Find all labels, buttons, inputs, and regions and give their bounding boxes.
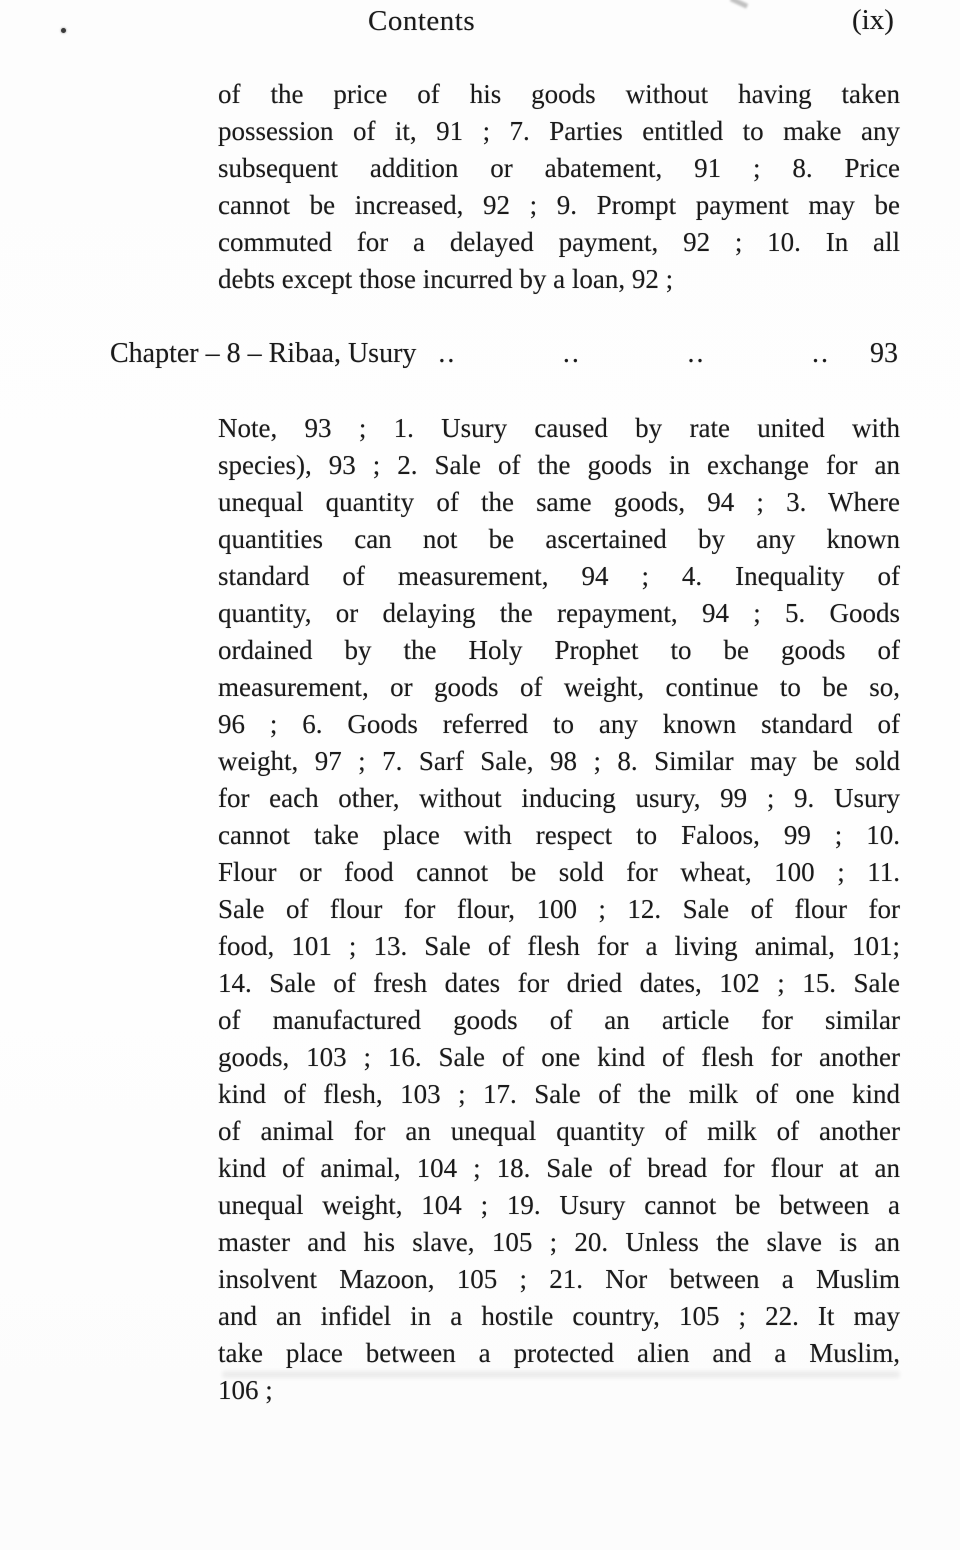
dot-leader-segment: .. bbox=[562, 338, 581, 369]
toc-text-line: take place between a protected alien and a Muslim, bbox=[218, 1338, 900, 1368]
toc-text-line: kind of animal, 104 ; 18. Sale of bread for flour at an bbox=[218, 1153, 900, 1183]
toc-text-line: unequal weight, 104 ; 19. Usury cannot be between a bbox=[218, 1190, 900, 1220]
scan-artifact bbox=[730, 0, 748, 9]
toc-text-line: quantity, or delaying the repayment, 94 ; 5. Goods bbox=[218, 598, 900, 628]
toc-chapter-paragraph bbox=[218, 410, 900, 1409]
toc-text-line: Note, 93 ; 1. Usury caused by rate united with bbox=[218, 413, 900, 443]
toc-text-line: of animal for an unequal quantity of milk of another bbox=[218, 1116, 900, 1146]
toc-text-line: 106 ; bbox=[218, 1375, 273, 1405]
toc-text-line: food, 101 ; 13. Sale of flesh for a living animal, 101; bbox=[218, 931, 900, 961]
toc-continuation-paragraph bbox=[218, 76, 900, 298]
toc-text-line: goods, 103 ; 16. Sale of one kind of flesh for another bbox=[218, 1042, 900, 1072]
toc-text-line: debts except those incurred by a loan, 92 ; bbox=[218, 264, 674, 294]
toc-text-line: cannot be increased, 92 ; 9. Prompt payment may be bbox=[218, 190, 900, 220]
dot-leader-segment: .. bbox=[811, 338, 830, 369]
toc-text-line: and an infidel in a hostile country, 105 ; 22. It may bbox=[218, 1301, 900, 1331]
toc-text-line: species), 93 ; 2. Sale of the goods in exchange for an bbox=[218, 450, 900, 480]
chapter-entry-label: Chapter – 8 – Ribaa, Usury bbox=[110, 338, 417, 369]
toc-text-line: of the price of his goods without having taken bbox=[218, 79, 900, 109]
toc-text-line: master and his slave, 105 ; 20. Unless the slave is an bbox=[218, 1227, 900, 1257]
toc-text-line: ordained by the Holy Prophet to be goods of bbox=[218, 635, 900, 665]
toc-text-line: commuted for a delayed payment, 92 ; 10. In all bbox=[218, 227, 900, 257]
toc-text-line: insolvent Mazoon, 105 ; 21. Nor between a Muslim bbox=[218, 1264, 900, 1294]
toc-text-line: cannot take place with respect to Faloos, 99 ; 10. bbox=[218, 820, 900, 850]
dot-leader bbox=[438, 334, 830, 374]
toc-text-line: unequal quantity of the same goods, 94 ; 3. Where bbox=[218, 487, 900, 517]
toc-chapter-entry bbox=[110, 334, 898, 374]
chapter-page-number: 93 bbox=[870, 338, 898, 369]
dot-leader-segment: .. bbox=[438, 338, 457, 369]
toc-text-line: weight, 97 ; 7. Sarf Sale, 98 ; 8. Similar may be sold bbox=[218, 746, 900, 776]
toc-text-line: possession of it, 91 ; 7. Parties entitled to make any bbox=[218, 116, 900, 146]
toc-text-line: kind of flesh, 103 ; 17. Sale of the milk of one kind bbox=[218, 1079, 900, 1109]
page-title: Contents bbox=[368, 5, 476, 37]
scan-artifact bbox=[222, 1371, 900, 1378]
toc-text-line: standard of measurement, 94 ; 4. Inequality of bbox=[218, 561, 900, 591]
toc-text-line: Flour or food cannot be sold for wheat, 100 ; 11. bbox=[218, 857, 900, 887]
folio-page-number: (ix) bbox=[852, 4, 894, 36]
dot-leader-segment: .. bbox=[687, 338, 706, 369]
toc-text-line: 96 ; 6. Goods referred to any known standard of bbox=[218, 709, 900, 739]
toc-text-line: for each other, without inducing usury, 99 ; 9. Usury bbox=[218, 783, 900, 813]
toc-text-line: measurement, or goods of weight, continue to be so, bbox=[218, 672, 900, 702]
ink-speck bbox=[61, 28, 66, 33]
toc-text-line: quantities can not be ascertained by any known bbox=[218, 524, 900, 554]
toc-text-line: Sale of flour for flour, 100 ; 12. Sale of flour for bbox=[218, 894, 900, 924]
toc-text-line: subsequent addition or abatement, 91 ; 8. Price bbox=[218, 153, 900, 183]
toc-text-line: of manufactured goods of an article for similar bbox=[218, 1005, 900, 1035]
toc-text-line: 14. Sale of fresh dates for dried dates, 102 ; 15. Sale bbox=[218, 968, 900, 998]
